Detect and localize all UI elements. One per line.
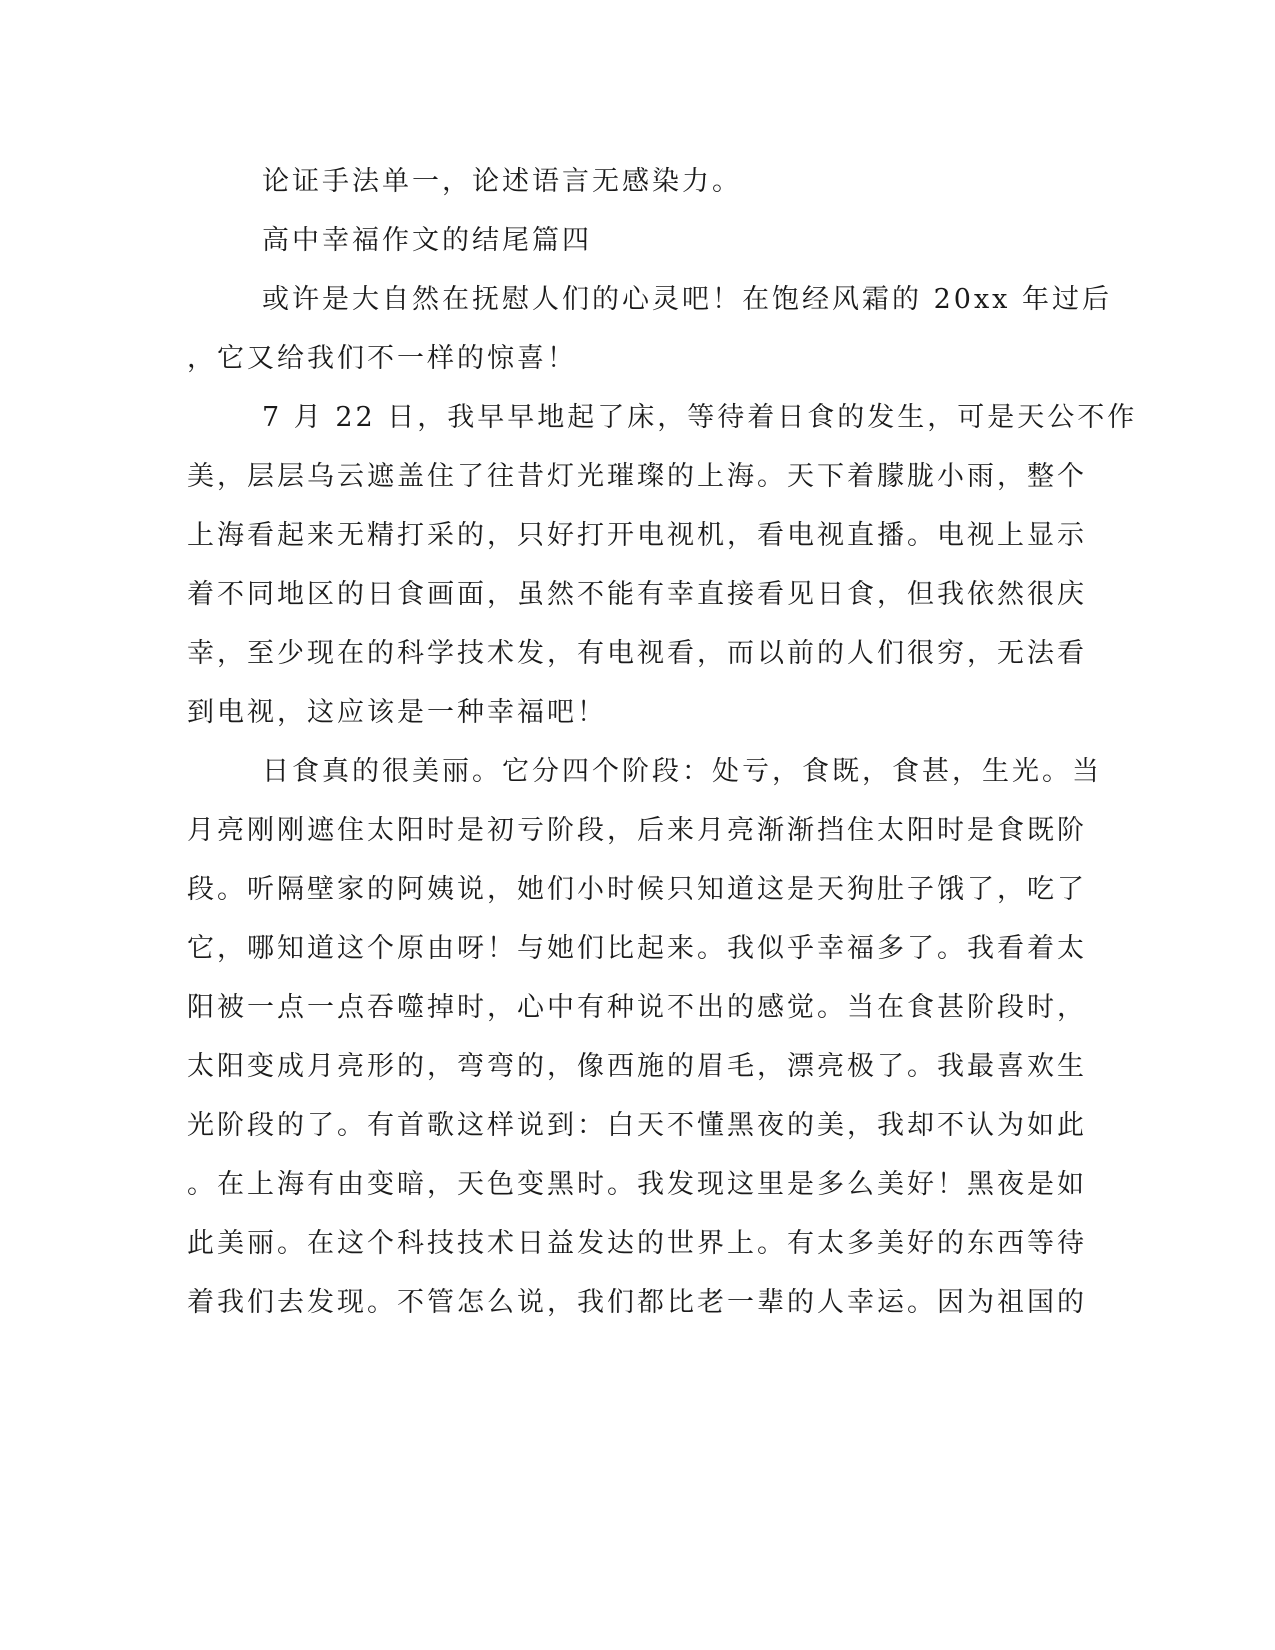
text-line: 7 月 22 日，我早早地起了床，等待着日食的发生，可是天公不作: [262, 402, 1138, 433]
section-heading: 高中幸福作文的结尾篇四: [262, 225, 592, 256]
text-line: 到电视，这应该是一种幸福吧！: [187, 697, 607, 728]
text-line: 阳被一点一点吞噬掉时，心中有种说不出的感觉。当在食甚阶段时，: [187, 992, 1087, 1023]
text-line: ，它又给我们不一样的惊喜！: [187, 343, 577, 374]
text-line: 论证手法单一，论述语言无感染力。: [262, 166, 742, 197]
text-line: 幸，至少现在的科学技术发，有电视看，而以前的人们很穷，无法看: [187, 638, 1087, 669]
text-line: 着不同地区的日食画面，虽然不能有幸直接看见日食，但我依然很庆: [187, 579, 1087, 610]
text-line: 段。听隔壁家的阿姨说，她们小时候只知道这是天狗肚子饿了，吃了: [187, 874, 1087, 905]
text-line: 光阶段的了。有首歌这样说到：白天不懂黑夜的美，我却不认为如此: [187, 1110, 1087, 1141]
text-line: 着我们去发现。不管怎么说，我们都比老一辈的人幸运。因为祖国的: [187, 1287, 1087, 1318]
text-line: 太阳变成月亮形的，弯弯的，像西施的眉毛，漂亮极了。我最喜欢生: [187, 1051, 1087, 1082]
text-line: 或许是大自然在抚慰人们的心灵吧！在饱经风霜的 20xx 年过后: [262, 284, 1112, 315]
text-line: 它，哪知道这个原由呀！与她们比起来。我似乎幸福多了。我看着太: [187, 933, 1087, 964]
text-line: 此美丽。在这个科技技术日益发达的世界上。有太多美好的东西等待: [187, 1228, 1087, 1259]
text-line: 日食真的很美丽。它分四个阶段：处亏，食既，食甚，生光。当: [262, 756, 1102, 787]
text-line: 美，层层乌云遮盖住了往昔灯光璀璨的上海。天下着朦胧小雨，整个: [187, 461, 1087, 492]
text-line: 上海看起来无精打采的，只好打开电视机，看电视直播。电视上显示: [187, 520, 1087, 551]
text-line: 。在上海有由变暗，天色变黑时。我发现这里是多么美好！黑夜是如: [187, 1169, 1087, 1200]
text-line: 月亮刚刚遮住太阳时是初亏阶段，后来月亮渐渐挡住太阳时是食既阶: [187, 815, 1087, 846]
